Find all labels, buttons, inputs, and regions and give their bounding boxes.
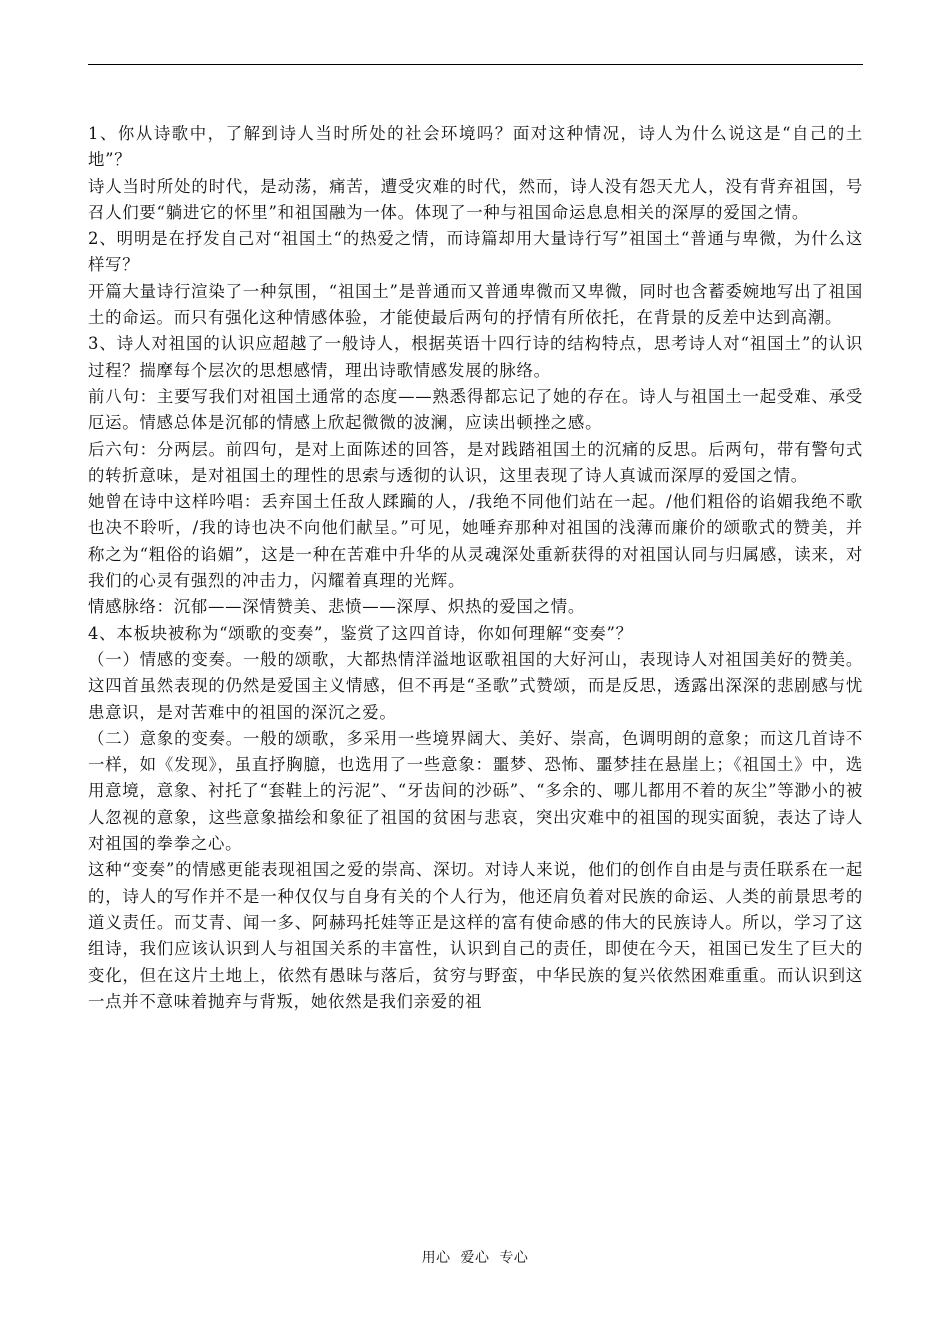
page-footer: 用心 爱心 专心 <box>421 1250 529 1266</box>
answer-2: 开篇大量诗行渲染了一种氛围，“祖国土”是普通而又普通卑微而又卑微，同时也含蓄委婉地写出了祖国土的命运。而只有强化这种情感体验，才能使最后两句的抒情有所依托，在背景的反差中达到高潮。 <box>88 281 863 328</box>
answer-4-imagery-variation: （二）意象的变奏。一般的颂歌，多采用一些境界阔大、美好、崇高，色调明朗的意象；而这几首诗不一样，如《发现》，虽直抒胸臆，也选用了一些意象：噩梦、恐怖、噩梦挂在悬崖上；《祖国土》中，选用意境，意象、衬托了“套鞋上的污泥”、“牙齿间的沙砾”、“多余的、哪儿都用不着的灰尘”等渺小的被人忽视的意象，这些意象描绘和象征了祖国的贫困与悲哀，突出灾难中的祖国的现实面貌，表达了诗人对祖国的拳拳之心。 <box>88 728 863 854</box>
answer-3-last-six-lines: 后六句：分两层。前四句，是对上面陈述的回答，是对践踏祖国土的沉痛的反思。后两句，带有警句式的转折意味，是对祖国土的理性的思索与透彻的认识，这里表现了诗人真诚而深厚的爱国之情。 <box>88 439 863 485</box>
answer-1: 诗人当时所处的时代，是动荡，痛苦，遭受灾难的时代，然而，诗人没有怨天尤人，没有背弃祖国，号召人们要“躺进它的怀里”和祖国融为一体。体现了一种与祖国命运息息相关的深厚的爱国之情。 <box>88 176 863 222</box>
header-rule <box>88 64 863 65</box>
answer-4-conclusion: 这种“变奏”的情感更能表现祖国之爱的崇高、深切。对诗人来说，他们的创作自由是与责任联系在一起的，诗人的写作并不是一种仅仅与自身有关的个人行为，他还肩负着对民族的命运、人类的前景思考的道义责任。而艾青、闻一多、阿赫玛托娃等正是这样的富有使命感的伟大的民族诗人。所以，学习了这组诗，我们应该认识到人与祖国关系的丰富性，认识到自己的责任，即使在今天，祖国已发生了巨大的变化，但在这片土地上，依然有愚昧与落后，贫穷与野蛮，中华民族的复兴依然困难重重。而认识到这一点并不意味着抛弃与背叛，她依然是我们亲爱的祖 <box>88 860 863 1011</box>
answer-3-first-eight-lines: 前八句：主要写我们对祖国土通常的态度——熟悉得都忘记了她的存在。诗人与祖国土一起受难、承受厄运。情感总体是沉郁的情感上欣起微微的波澜，应读出顿挫之感。 <box>88 386 863 433</box>
question-4: 4、本板块被称为“颂歌的变奏”，鉴赏了这四首诗，你如何理解“变奏”？ <box>88 623 633 643</box>
question-2: 2、明明是在抒发自己对“祖国土“的热爱之情，而诗篇却用大量诗行写”祖国土“普通与卑微，为什么这样写？ <box>88 229 863 275</box>
document-body <box>88 121 863 1015</box>
answer-3-emotional-thread: 情感脉络：沉郁——深情赞美、悲愤——深厚、炽热的爱国之情。 <box>88 597 586 617</box>
answer-3-poem-quote: 她曾在诗中这样吟唱：丢弃国土任敌人蹂躏的人，/我绝不同他们站在一起。/他们粗俗的谄媚我绝不歌也决不聆听，/我的诗也决不向他们献呈。”可见，她唾弃那种对祖国的浅薄而廉价的颂歌式的赞美，并称之为“粗俗的谄媚”，这是一种在苦难中升华的从灵魂深处重新获得的对祖国认同与归属感，读来，对我们的心灵有强烈的冲击力，闪耀着真理的光辉。 <box>88 492 863 591</box>
question-1: 1、你从诗歌中，了解到诗人当时所处的社会环境吗？面对这种情况，诗人为什么说这是“自己的土地”？ <box>88 124 863 170</box>
question-3: 3、诗人对祖国的认识应超越了一般诗人，根据英语十四行诗的结构特点，思考诗人对“祖国土”的认识过程？揣摩每个层次的思想感情，理出诗歌情感发展的脉络。 <box>88 334 863 380</box>
answer-4-emotion-variation: （一）情感的变奏。一般的颂歌，大都热情洋溢地讴歌祖国的大好河山，表现诗人对祖国美好的赞美。这四首虽然表现的仍然是爱国主义情感，但不再是“圣歌”式赞颂，而是反思，透露出深深的悲剧感与忧患意识，是对苦难中的祖国的深沉之爱。 <box>88 649 863 722</box>
